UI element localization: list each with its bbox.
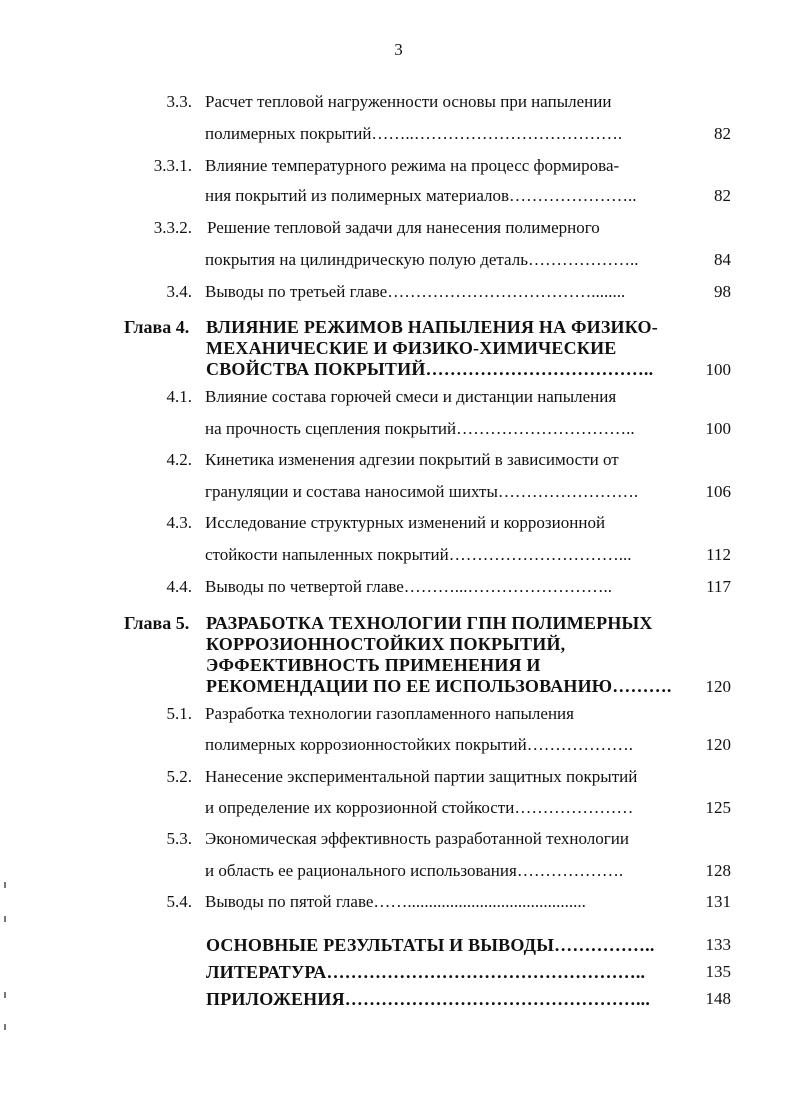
entry-title-line1: Кинетика изменения адгезии покрытий в зависимости от [205,450,619,469]
entry-number: 5.2. [166,767,192,786]
entry-number: 4.3. [166,513,192,532]
entry-title-line1: Расчет тепловой нагруженности основы при напылении [205,92,612,111]
entry-page: 125 [705,798,731,817]
entry-page: 100 [705,419,731,438]
entry-page: 131 [705,892,731,911]
entry-number: 5.1. [166,704,192,723]
scan-mark [4,916,6,922]
scan-mark [4,1024,6,1030]
page-number: 3 [394,40,403,59]
entry-page: 106 [705,482,731,501]
final-section-title: ПРИЛОЖЕНИЯ…………………………………………... [206,989,651,1009]
chapter-title-line: МЕХАНИЧЕСКИЕ И ФИЗИКО-ХИМИЧЕСКИЕ [206,338,617,358]
entry-title-line2: полимерных коррозионностойких покрытий………………. [205,735,633,754]
final-section-title: ОСНОВНЫЕ РЕЗУЛЬТАТЫ И ВЫВОДЫ…………….. [206,935,655,955]
scan-mark [4,992,6,998]
scan-mark [4,882,6,888]
entry-title-line2: полимерных покрытий……..………………………………. [205,124,623,143]
entry-page: 82 [714,124,731,143]
chapter-title-line: КОРРОЗИОННОСТОЙКИХ ПОКРЫТИЙ, [206,634,566,654]
entry-number: 3.4. [166,282,192,301]
entry-page: 98 [714,282,731,301]
entry-title-line1: Решение тепловой задачи для нанесения полимерного [207,218,600,237]
entry-number: 5.3. [166,829,192,848]
entry-title-line1: Влияние температурного режима на процесс формирова- [205,156,620,175]
entry-title-line2: грануляции и состава наносимой шихты……………………. [205,482,639,501]
entry-number: 4.1. [166,387,192,406]
chapter-page: 120 [705,677,731,696]
entry-title-line1: Выводы по четвертой главе………...…………………….. [205,577,613,596]
chapter-label: Глава 4. [124,317,190,337]
chapter-label: Глава 5. [124,613,190,633]
entry-number: 4.4. [166,577,192,596]
entry-title-line2: покрытия на цилиндрическую полую деталь……………….. [205,250,639,269]
entry-number: 4.2. [166,450,192,469]
entry-number: 3.3.2. [153,218,192,237]
entry-title-line1: Экономическая эффективность разработанной технологии [205,829,629,848]
entry-title-line2: ния покрытий из полимерных материалов………………….. [205,186,637,205]
entry-title-line1: Разработка технологии газопламенного напыления [205,704,574,723]
entry-title-line2: и определение их коррозионной стойкости………………… [205,798,634,817]
entry-title-line1: Выводы по третьей главе………………………………........ [205,282,626,301]
chapter-page: 100 [705,360,731,379]
entry-page: 82 [714,186,731,205]
entry-page: 84 [714,250,731,269]
final-section-page: 135 [705,962,731,981]
chapter-title-line: РЕКОМЕНДАЦИИ ПО ЕЕ ИСПОЛЬЗОВАНИЮ………. [206,676,672,696]
final-section-page: 148 [705,989,731,1008]
entry-title-line1: Исследование структурных изменений и коррозионной [205,513,606,532]
chapter-title-line: ЭФФЕКТИВНОСТЬ ПРИМЕНЕНИЯ И [206,655,541,675]
entry-title-line1: Выводы по пятой главе…….......................................... [205,892,586,911]
chapter-title-line: ВЛИЯНИЕ РЕЖИМОВ НАПЫЛЕНИЯ НА ФИЗИКО- [206,317,658,337]
entry-title-line1: Влияние состава горючей смеси и дистанции напыления [205,387,617,406]
entry-number: 3.3.1. [153,156,192,175]
entry-title-line2: на прочность сцепления покрытий………………………….. [205,419,635,438]
entry-title-line2: и область ее рационального использования………………. [205,861,624,880]
entry-page: 128 [705,861,731,880]
final-section-page: 133 [705,935,731,954]
entry-number: 5.4. [166,892,192,911]
entry-page: 117 [706,577,731,596]
entry-page: 112 [706,545,731,564]
entry-page: 120 [705,735,731,754]
final-section-title: ЛИТЕРАТУРА…………………………………………….. [206,962,646,982]
chapter-title-line: РАЗРАБОТКА ТЕХНОЛОГИИ ГПН ПОЛИМЕРНЫХ [206,613,653,633]
chapter-title-line: СВОЙСТВА ПОКРЫТИЙ……………………………….. [206,359,654,379]
entry-title-line1: Нанесение экспериментальной партии защитных покрытий [205,767,638,786]
entry-title-line2: стойкости напыленных покрытий…………………………... [205,545,632,564]
entry-number: 3.3. [166,92,192,111]
